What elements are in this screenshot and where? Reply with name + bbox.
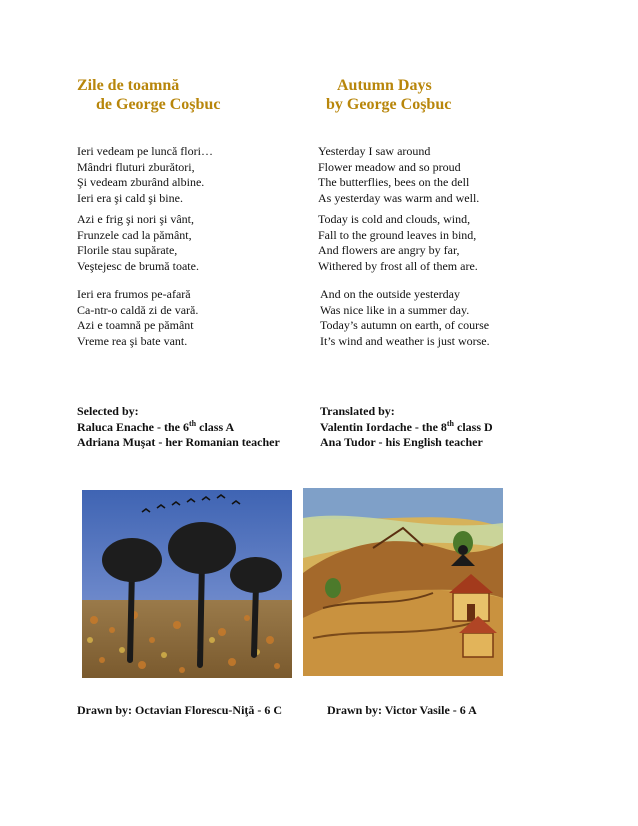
poem-line: The butterflies, bees on the dell <box>318 175 470 189</box>
romanian-stanza-2 <box>77 212 199 274</box>
credit-student: Valentin Iordache - the 8th class D <box>320 418 493 434</box>
credit-student: Raluca Enache - the 6th class A <box>77 418 235 434</box>
autumn-trees-painting <box>82 490 292 678</box>
autumn-hills-painting <box>303 488 503 676</box>
poem-line: Frunzele cad la pământ, <box>77 227 192 242</box>
english-author: by George Coşbuc <box>326 96 452 113</box>
poem-line: Azi e toamnă pe pământ <box>77 318 194 332</box>
credit-teacher: Adriana Muşat - her Romanian teacher <box>77 435 280 449</box>
english-title: Autumn Days <box>337 77 432 94</box>
credit-label: Selected by: <box>77 404 139 418</box>
poem-line: And flowers are angry by far, <box>318 243 460 257</box>
poem-line: Azi e frig şi nori şi vânt, <box>77 212 194 226</box>
english-stanza-2 <box>318 212 478 274</box>
poem-line: Mândri fluturi zburători, <box>77 159 195 174</box>
right-drawing-caption: Drawn by: Victor Vasile - 6 A <box>327 703 477 717</box>
english-stanza-1 <box>318 144 479 206</box>
poem-line: Yesterday I saw around <box>318 144 431 158</box>
poem-line: And on the outside yesterday <box>320 287 460 301</box>
poem-line: Ieri vedeam pe luncă flori… <box>77 144 213 158</box>
poem-line: It’s wind and weather is just worse. <box>320 333 490 348</box>
poem-line: Was nice like in a summer day. <box>320 302 470 317</box>
translated-by-credit <box>320 404 493 451</box>
poem-line: Today’s autumn on earth, of course <box>320 318 490 332</box>
poem-line: Ieri era frumos pe-afară <box>77 287 191 301</box>
poem-line: Ieri era şi cald şi bine. <box>77 190 183 205</box>
poem-line: Veştejesc de brumă toate. <box>77 258 199 273</box>
romanian-stanza-3 <box>77 287 198 349</box>
credit-label: Translated by: <box>320 404 395 418</box>
romanian-author: de George Coşbuc <box>96 96 221 113</box>
poem-line: Florile stau supărate, <box>77 243 178 257</box>
english-stanza-3 <box>320 287 490 349</box>
poem-line: Şi vedeam zburând albine. <box>77 175 205 189</box>
credit-teacher: Ana Tudor - his English teacher <box>320 435 483 449</box>
left-drawing-caption: Drawn by: Octavian Florescu-Niţă - 6 C <box>77 703 283 717</box>
poem-line: As yesterday was warm and well. <box>318 190 480 205</box>
romanian-title: Zile de toamnă <box>77 77 180 94</box>
poem-line: Vreme rea şi bate vant. <box>77 333 188 348</box>
romanian-stanza-1 <box>77 144 213 206</box>
poem-line: Fall to the ground leaves in bind, <box>318 227 477 242</box>
poem-line: Today is cold and clouds, wind, <box>318 212 471 226</box>
selected-by-credit <box>77 404 280 451</box>
poem-line: Ca-ntr-o caldă zi de vară. <box>77 302 199 317</box>
poem-line: Flower meadow and so proud <box>318 159 461 174</box>
poem-line: Withered by frost all of them are. <box>318 258 478 273</box>
